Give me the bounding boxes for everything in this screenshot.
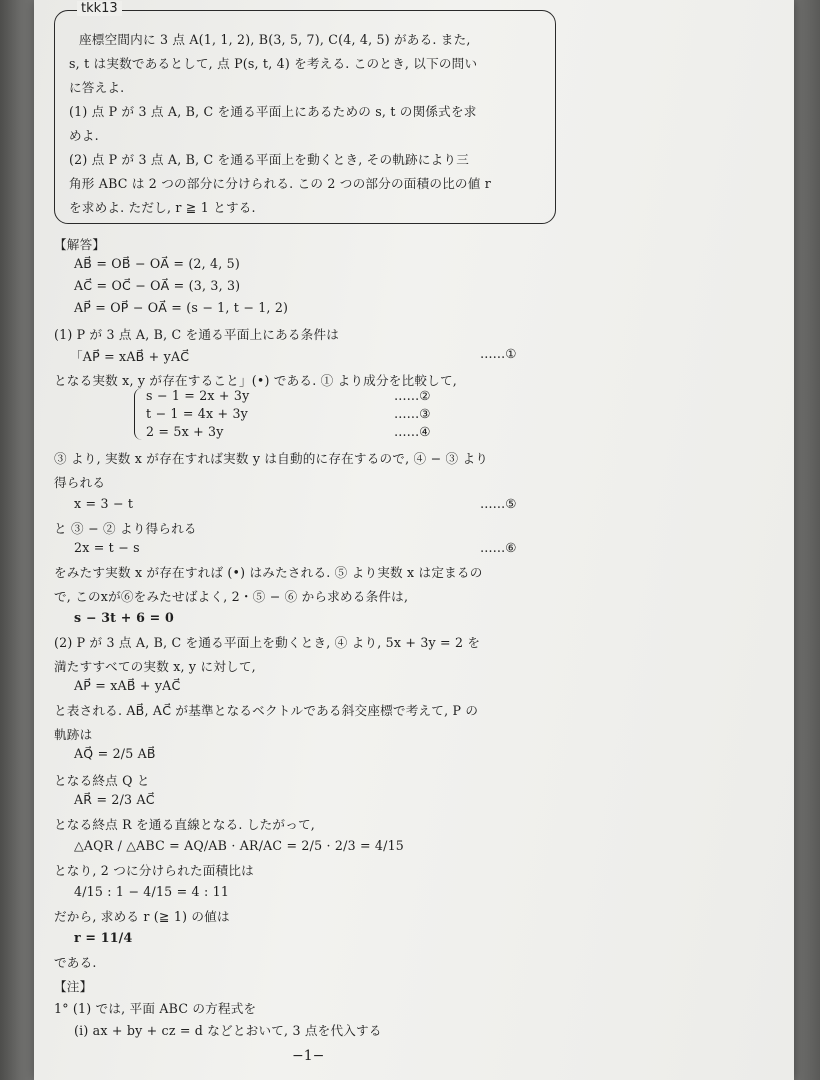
- solution-line: AP⃗ = OP⃗ − OA⃗ = (s − 1, t − 1, 2): [74, 300, 289, 315]
- problem-line: 座標空間内に 3 点 A(1, 1, 2), B(3, 5, 7), C(4, 4, 5) がある. また,: [79, 32, 471, 47]
- solution-line: だから, 求める r (≧ 1) の値は: [54, 909, 230, 924]
- note-heading: 【注】: [54, 979, 93, 994]
- solution-line: (1) P が 3 点 A, B, C を通る平面上にある条件は: [54, 327, 340, 342]
- solution-line: (2) P が 3 点 A, B, C を通る平面上を動くとき, ④ より, 5x + 3y = 2 を: [54, 635, 481, 650]
- system-equation: 2 = 5x + 3y: [146, 424, 224, 439]
- problem-box: [54, 1, 556, 224]
- problem-line: に答えよ.: [69, 80, 125, 95]
- solution-line: である.: [54, 955, 97, 970]
- problem-line: (2) 点 P が 3 点 A, B, C を通る平面上を動くとき, その軌跡により三: [69, 152, 470, 167]
- equation-ref: ……①: [480, 346, 517, 361]
- solution-line: と表される. AB⃗, AC⃗ が基準となるベクトルである斜交座標で考えて, P の: [54, 703, 479, 718]
- solution-line: となり, 2 つに分けられた面積比は: [54, 863, 254, 878]
- system-equation: s − 1 = 2x + 3y: [146, 388, 250, 403]
- solution-line: x = 3 − t: [74, 496, 134, 511]
- solution-line: 「AP⃗ = xAB⃗ + yAC⃗: [70, 349, 190, 364]
- equation-ref: ……⑤: [480, 496, 517, 511]
- solution-line: と ③ − ② より得られる: [54, 521, 197, 536]
- note-line: 1° (1) では, 平面 ABC の方程式を: [54, 1001, 257, 1016]
- solution-line: AB⃗ = OB⃗ − OA⃗ = (2, 4, 5): [74, 256, 240, 271]
- system-equation: t − 1 = 4x + 3y: [146, 406, 248, 421]
- solution-line: ③ より, 実数 x が存在すれば実数 y は自動的に存在するので, ④ − ③ より: [54, 451, 489, 466]
- answer-heading: 【解答】: [54, 237, 106, 252]
- solution-line: となる終点 R を通る直線となる. したがって,: [54, 817, 315, 832]
- solution-line: △AQR / △ABC = AQ/AB · AR/AC = 2/5 · 2/3 = 4/15: [74, 838, 405, 853]
- solution-line: AQ⃗ = 2/5 AB⃗: [74, 746, 156, 761]
- problem-line: s, t は実数であるとして, 点 P(s, t, 4) を考える. このとき, 以下の問い: [69, 56, 478, 71]
- solution-line: 4/15 : 1 − 4/15 = 4 : 11: [74, 884, 230, 899]
- problem-line: (1) 点 P が 3 点 A, B, C を通る平面上にあるための s, t の関係式を求: [69, 104, 477, 119]
- problem-line: を求めよ. ただし, r ≧ 1 とする.: [69, 200, 256, 215]
- answer-2: r = 11/4: [74, 930, 133, 945]
- problem-line: 角形 ABC は 2 つの部分に分けられる. この 2 つの部分の面積の比の値 r: [69, 176, 491, 191]
- solution-line: AR⃗ = 2/3 AC⃗: [74, 792, 155, 807]
- equation-ref: ……②: [394, 388, 431, 403]
- page-number: −1−: [292, 1048, 325, 1064]
- solution-line: 得られる: [54, 475, 106, 490]
- problem-label: tkk13: [77, 1, 122, 16]
- problem-line: めよ.: [69, 128, 99, 143]
- solution-line: AP⃗ = xAB⃗ + yAC⃗: [74, 678, 181, 693]
- solution-line: で, このxが⑥をみたせばよく, 2・⑤ − ⑥ から求める条件は,: [54, 589, 409, 604]
- solution-line: 軌跡は: [54, 727, 93, 742]
- solution-line: 2x = t − s: [74, 540, 140, 555]
- answer-1: s − 3t + 6 = 0: [74, 610, 174, 625]
- system-brace: [134, 388, 142, 440]
- solution-line: AC⃗ = OC⃗ − OA⃗ = (3, 3, 3): [74, 278, 241, 293]
- note-line: (i) ax + by + cz = d などとおいて, 3 点を代入する: [74, 1023, 382, 1038]
- solution-line: となる終点 Q と: [54, 773, 150, 788]
- solution-line: 満たすすべての実数 x, y に対して,: [54, 659, 256, 674]
- solution-line: となる実数 x, y が存在すること」(•) である. ① より成分を比較して,: [54, 373, 457, 388]
- equation-ref: ……③: [394, 406, 431, 421]
- solution-line: をみたす実数 x が存在すれば (•) はみたされる. ⑤ より実数 x は定まるの: [54, 565, 483, 580]
- paper-sheet: [34, 0, 794, 1080]
- equation-ref: ……⑥: [480, 540, 517, 555]
- equation-ref: ……④: [394, 424, 431, 439]
